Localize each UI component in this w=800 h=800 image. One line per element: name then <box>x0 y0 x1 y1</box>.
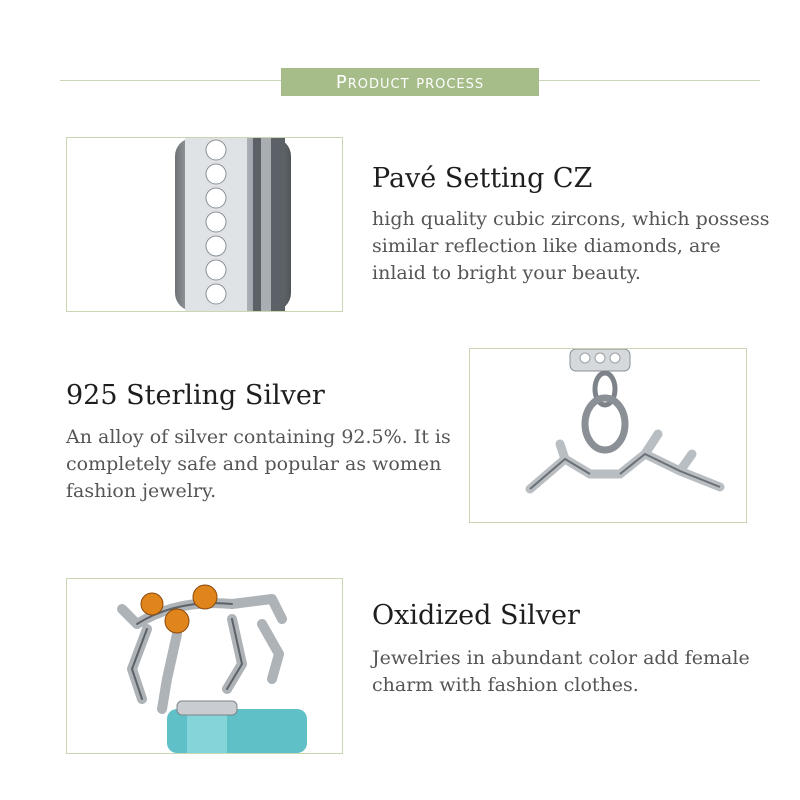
feature-title: 925 Sterling Silver <box>66 380 325 411</box>
feature-title: Oxidized Silver <box>372 600 580 631</box>
spacer-ring-icon <box>67 138 342 311</box>
deer-charm-icon <box>67 579 342 753</box>
section-banner: Product process <box>281 68 539 96</box>
oxidized-silver-photo <box>66 578 343 754</box>
feature-description: An alloy of silver containing 92.5%. It is completely safe and popular as women fashion jewelry. <box>66 426 451 502</box>
antler-charm-icon <box>470 349 746 522</box>
sterling-silver-photo <box>469 348 747 523</box>
feature-description: high quality cubic zircons, which possess similar reflection like diamonds, are inlaid to bright your beauty. <box>372 208 770 284</box>
feature-title: Pavé Setting CZ <box>372 163 593 194</box>
feature-description: Jewelries in abundant color add female charm with fashion clothes. <box>372 647 750 696</box>
pave-setting-photo <box>66 137 343 312</box>
